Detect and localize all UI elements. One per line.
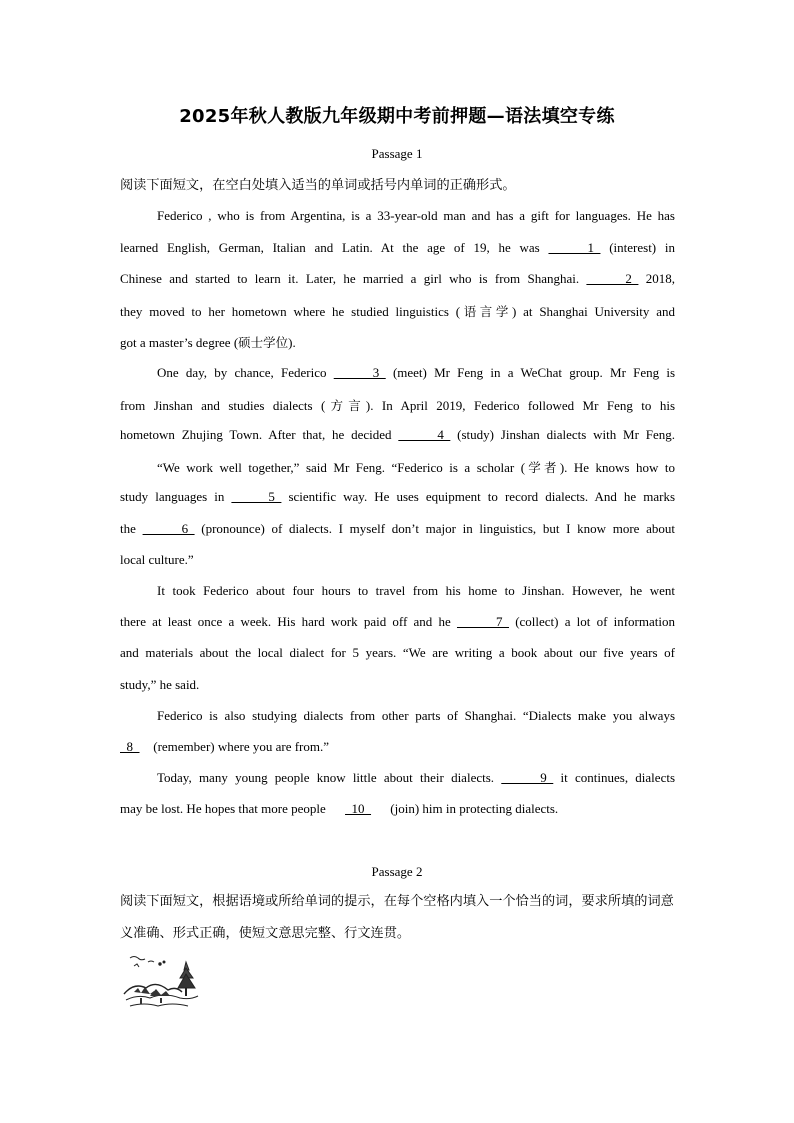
- p4-line-1: [157, 583, 675, 599]
- text-run: (interest) in: [609, 240, 675, 255]
- text-run: and materials about the local dialect for 5 years. “We are writing a book about our five years of: [120, 645, 675, 660]
- text-run: there at least once a week. His hard work paid off and he: [120, 614, 451, 629]
- text-run: 学者: [525, 460, 560, 475]
- blank-8: 8: [120, 739, 140, 754]
- text-run: study,” he said.: [120, 677, 200, 692]
- p6-line-2: [120, 801, 675, 817]
- blank-2: 2: [586, 271, 639, 286]
- p5-line-2: [120, 739, 675, 755]
- p3-line-2: [120, 489, 675, 505]
- text-run: ). He knows how to: [559, 460, 675, 475]
- p2-line-2: [120, 396, 675, 414]
- text-run: hometown Zhujing Town. After that, he decided: [120, 427, 392, 442]
- p2-line-3: [120, 427, 675, 443]
- text-run: (pronounce) of dialects. I myself don’t major in linguistics, but I know more about: [201, 521, 675, 536]
- text-run: study languages in: [120, 489, 225, 504]
- p1-line-3: [120, 271, 675, 287]
- blank-10: 10: [345, 801, 372, 816]
- p1-line-2: [120, 240, 675, 256]
- text-run: “We work well together,” said Mr Feng. “Federico is a scholar (: [157, 460, 526, 475]
- p6-line-1: [157, 770, 675, 786]
- p4-line-3: [120, 645, 675, 661]
- blank-5: 5: [231, 489, 282, 504]
- text-run: scientific way. He uses equipment to record dialects. And he marks: [288, 489, 676, 504]
- text-run: 硕士学位: [238, 335, 289, 350]
- text-run: 2018,: [645, 271, 675, 286]
- text-run: (remember) where you are from.”: [153, 739, 330, 754]
- text-run: got a master’s degree (: [120, 335, 239, 350]
- text-run: (collect) a lot of information: [515, 614, 675, 629]
- blank-4: 4: [398, 427, 451, 442]
- p5-line-1: [157, 708, 675, 724]
- p3-line-1: [157, 458, 675, 476]
- text-run: One day, by chance, Federico: [157, 365, 327, 380]
- text-run: ) at Shanghai University and: [511, 304, 675, 319]
- text-run: 语言学: [460, 304, 512, 319]
- blank-6: 6: [142, 521, 195, 536]
- p3-line-3: [120, 521, 675, 537]
- p4-line-2: [120, 614, 675, 630]
- text-run: it continues, dialects: [560, 770, 676, 785]
- p1-line-4: [120, 302, 675, 320]
- text-run: Federico is also studying dialects from other parts of Shanghai. “Dialects make you always: [157, 708, 675, 723]
- landscape-sketch-image: [120, 952, 202, 1010]
- p2-line-1: [157, 365, 675, 381]
- passage-2-instruction: 阅读下面短文，根据语境或所给单词的提示，在每个空格内填入一个恰当的词，要求所填的词意义准确、形式正确，使短文意思完整、行文连贯。: [120, 894, 674, 941]
- text-run: (study) Jinshan dialects with Mr Feng.: [457, 427, 675, 442]
- p1-line-5: [120, 333, 675, 351]
- blank-7: 7: [456, 614, 509, 629]
- p3-line-4: [120, 552, 675, 568]
- text-run: may be lost. He hopes that more people: [120, 801, 326, 816]
- text-run: (join) him in protecting dialects.: [390, 801, 559, 816]
- text-run: (meet) Mr Feng in a WeChat group. Mr Feng is: [392, 365, 675, 380]
- p1-line-1: [157, 208, 675, 224]
- text-run: ).: [288, 335, 296, 350]
- p4-line-4: [120, 677, 675, 693]
- text-run: ). In April 2019, Federico followed Mr Feng to his: [365, 398, 675, 413]
- text-run: learned English, German, Italian and Latin. At the age of 19, he was: [120, 240, 540, 255]
- blank-1: 1: [548, 240, 601, 255]
- text-run: local culture.”: [120, 552, 194, 567]
- blank-3: 3: [333, 365, 386, 380]
- document-title: 2025年秋人教版九年级期中考前押题—语法填空专练: [179, 106, 615, 127]
- text-run: Today, many young people know little about their dialects.: [157, 770, 495, 785]
- text-run: It took Federico about four hours to travel from his home to Jinshan. However, he went: [157, 583, 675, 598]
- text-run: they moved to her hometown where he studied linguistics (: [120, 304, 461, 319]
- passage-1-instruction: 阅读下面短文，在空白处填入适当的单词或括号内单词的正确形式。: [120, 178, 516, 193]
- text-run: 方言: [325, 398, 366, 413]
- text-run: Chinese and started to learn it. Later, he married a girl who is from Shanghai.: [120, 271, 580, 286]
- text-run: the: [120, 521, 136, 536]
- blank-9: 9: [501, 770, 554, 785]
- passage-1-heading: Passage 1: [371, 146, 423, 161]
- text-run: Federico , who is from Argentina, is a 33-year-old man and has a gift for languages. He has: [157, 208, 675, 223]
- passage-2-heading: Passage 2: [371, 864, 423, 879]
- text-run: from Jinshan and studies dialects (: [120, 398, 326, 413]
